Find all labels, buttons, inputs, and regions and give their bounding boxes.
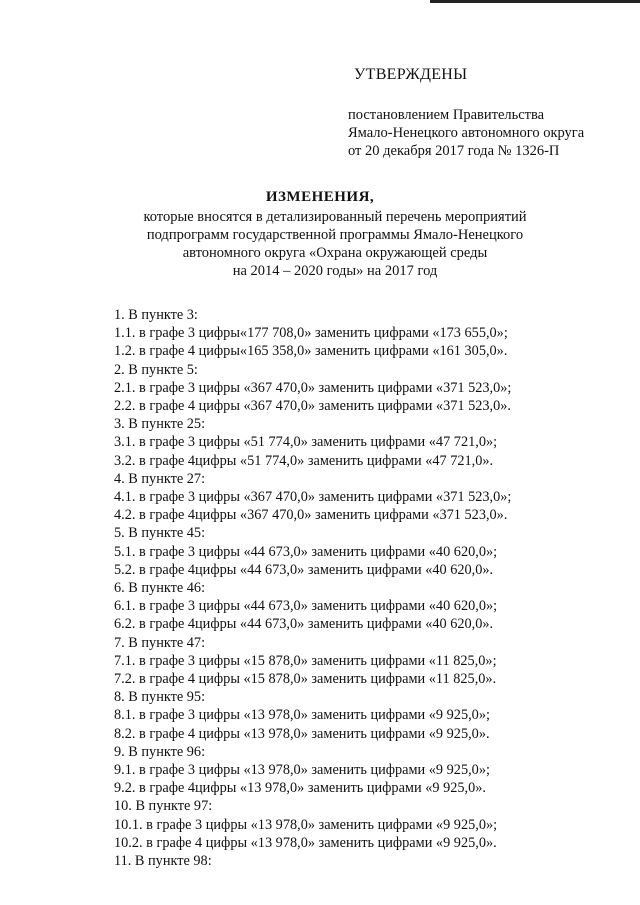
document-subtitle bbox=[120, 208, 550, 280]
approval-line: постановлением Правительства bbox=[348, 107, 545, 123]
subtitle-line: на 2014 – 2020 годы» на 2017 год bbox=[232, 263, 438, 279]
list-item: 1.2. в графе 4 цифры«165 358,0» заменить цифрами «161 305,0». bbox=[114, 343, 508, 360]
list-item: 6. В пункте 46: bbox=[114, 580, 206, 597]
list-item: 5. В пункте 45: bbox=[114, 525, 206, 542]
subtitle-line: автономного округа «Охрана окружающей среды bbox=[182, 245, 488, 261]
list-item: 8. В пункте 95: bbox=[114, 689, 206, 706]
list-item: 10.1. в графе 3 цифры «13 978,0» заменить цифрами «9 925,0»; bbox=[114, 816, 498, 833]
approval-heading: УТВЕРЖДЕНЫ bbox=[354, 66, 468, 83]
list-item: 9.2. в графе 4цифры «13 978,0» заменить цифрами «9 925,0». bbox=[114, 780, 486, 797]
list-item: 1.1. в графе 3 цифры«177 708,0» заменить цифрами «173 655,0»; bbox=[114, 325, 508, 342]
list-item: 3. В пункте 25: bbox=[114, 416, 206, 433]
list-item: 2. В пункте 5: bbox=[114, 361, 198, 378]
list-item: 2.2. в графе 4 цифры «367 470,0» заменить цифрами «371 523,0». bbox=[114, 398, 511, 415]
list-item: 4. В пункте 27: bbox=[114, 470, 206, 487]
list-item: 6.1. в графе 3 цифры «44 673,0» заменить цифрами «40 620,0»; bbox=[114, 598, 498, 615]
list-item: 9.1. в графе 3 цифры «13 978,0» заменить цифрами «9 925,0»; bbox=[114, 762, 490, 779]
approval-details bbox=[348, 106, 584, 160]
list-item: 5.1. в графе 3 цифры «44 673,0» заменить цифрами «40 620,0»; bbox=[114, 543, 498, 560]
list-item: 1. В пункте 3: bbox=[114, 307, 198, 323]
list-item: 3.2. в графе 4цифры «51 774,0» заменить цифрами «47 721,0». bbox=[114, 452, 494, 469]
list-item: 10.2. в графе 4 цифры «13 978,0» заменить цифрами «9 925,0». bbox=[114, 834, 497, 851]
list-item: 11. В пункте 98: bbox=[114, 853, 212, 870]
list-item: 8.2. в графе 4 цифры «13 978,0» заменить цифрами «9 925,0». bbox=[114, 725, 490, 742]
list-item: 9. В пункте 96: bbox=[114, 743, 206, 760]
list-item: 10. В пункте 97: bbox=[114, 798, 213, 815]
list-item: 3.1. в графе 3 цифры «51 774,0» заменить цифрами «47 721,0»; bbox=[114, 434, 498, 451]
list-item: 7. В пункте 47: bbox=[114, 634, 206, 651]
subtitle-line: подпрограмм государственной программы Ямало-Ненецкого bbox=[146, 227, 524, 243]
subtitle-line: которые вносятся в детализированный перечень мероприятий bbox=[143, 209, 527, 225]
list-item: 7.1. в графе 3 цифры «15 878,0» заменить цифрами «11 825,0»; bbox=[114, 652, 497, 669]
document-title: ИЗМЕНЕНИЯ, bbox=[265, 189, 375, 205]
list-item: 6.2. в графе 4цифры «44 673,0» заменить цифрами «40 620,0». bbox=[114, 616, 494, 633]
list-item: 2.1. в графе 3 цифры «367 470,0» заменить цифрами «371 523,0»; bbox=[114, 379, 512, 396]
approval-line: от 20 декабря 2017 года № 1326-П bbox=[348, 143, 560, 159]
list-item: 8.1. в графе 3 цифры «13 978,0» заменить цифрами «9 925,0»; bbox=[114, 707, 490, 724]
approval-line: Ямало-Ненецкого автономного округа bbox=[348, 125, 585, 141]
scan-edge-line bbox=[430, 0, 640, 3]
list-item: 7.2. в графе 4 цифры «15 878,0» заменить цифрами «11 825,0». bbox=[114, 671, 497, 688]
list-item: 4.1. в графе 3 цифры «367 470,0» заменить цифрами «371 523,0»; bbox=[114, 489, 512, 506]
changes-list bbox=[114, 306, 511, 870]
list-item: 5.2. в графе 4цифры «44 673,0» заменить цифрами «40 620,0». bbox=[114, 561, 494, 578]
list-item: 4.2. в графе 4цифры «367 470,0» заменить цифрами «371 523,0». bbox=[114, 507, 508, 524]
